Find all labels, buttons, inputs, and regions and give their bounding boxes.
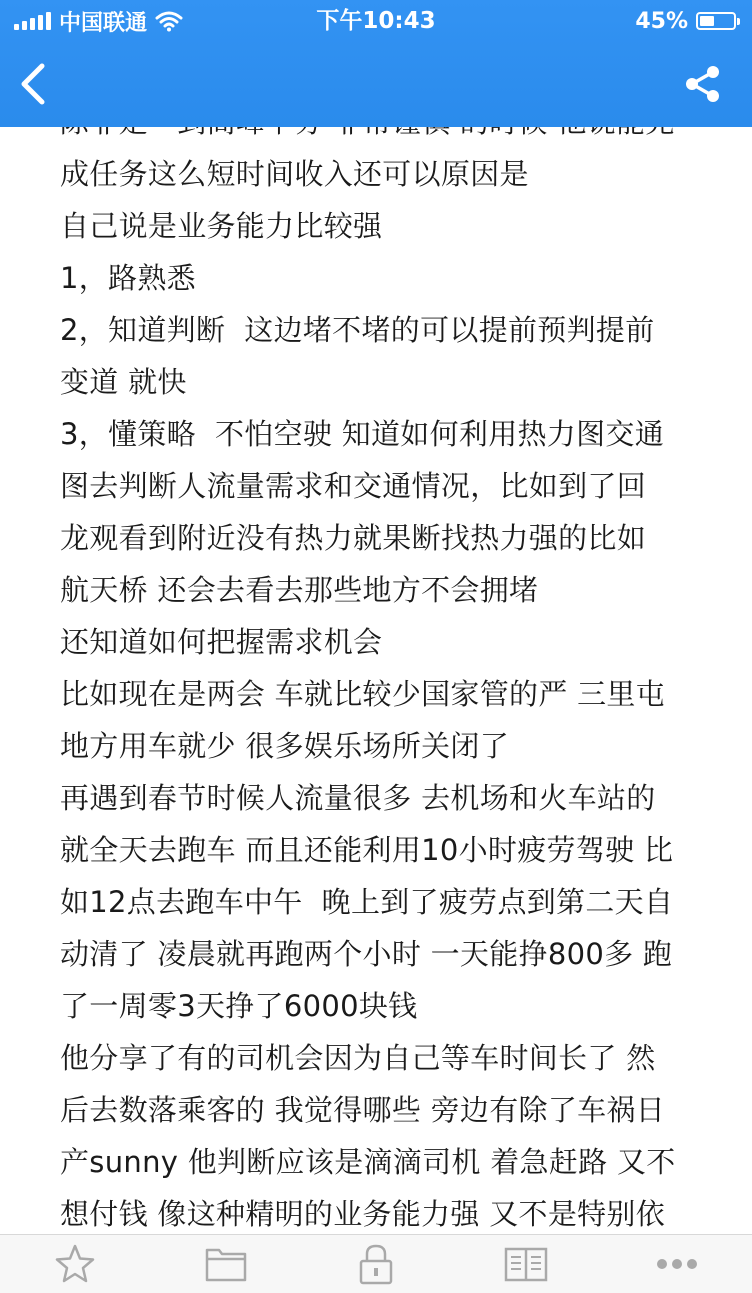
lock-icon bbox=[356, 1242, 396, 1286]
status-time: 下午10:43 bbox=[316, 8, 436, 34]
article-line: 航天桥 还会去看去那些地方不会拥堵 bbox=[60, 573, 539, 607]
battery-fill bbox=[700, 16, 714, 26]
article-line: 龙观看到附近没有热力就果断找热力强的比如 bbox=[60, 521, 647, 555]
status-right bbox=[635, 6, 736, 36]
lock-button[interactable] bbox=[346, 1239, 406, 1289]
favorite-button[interactable] bbox=[45, 1239, 105, 1289]
back-button[interactable] bbox=[10, 56, 56, 112]
carrier-label: 中国联通 bbox=[59, 10, 148, 36]
article-line: 动清了 凌晨就再跑两个小时 一天能挣800多 跑 bbox=[60, 937, 673, 971]
folder-button[interactable] bbox=[196, 1239, 256, 1289]
more-dots-icon bbox=[655, 1257, 699, 1271]
article-line: 产sunny 他判断应该是滴滴司机 着急赶路 又不 bbox=[60, 1145, 676, 1179]
bottom-toolbar bbox=[0, 1234, 752, 1293]
share-button[interactable] bbox=[678, 58, 728, 110]
article-line: 想付钱 像这种精明的业务能力强 又不是特别依 bbox=[60, 1197, 666, 1231]
article-content[interactable] bbox=[0, 127, 752, 1235]
article-line: 如12点去跑车中午 晚上到了疲劳点到第二天自 bbox=[60, 885, 674, 919]
article-lines bbox=[60, 96, 720, 1240]
share-icon bbox=[683, 64, 723, 104]
article-line: 图去判断人流量需求和交通情况，比如到了回 bbox=[60, 469, 647, 503]
article-line: 就全天去跑车 而且还能利用10小时疲劳驾驶 比 bbox=[60, 833, 674, 867]
battery-percent: 45% bbox=[635, 8, 688, 34]
article-line: 3，懂策略 不怕空驶 知道如何利用热力图交通 bbox=[60, 417, 665, 451]
article-line: 后去数落乘客的 我觉得哪些 旁边有除了车祸日 bbox=[60, 1093, 666, 1127]
article-line: 了一周零3天挣了6000块钱 bbox=[60, 989, 418, 1023]
more-button[interactable] bbox=[647, 1239, 707, 1289]
article-line: 变道 就快 bbox=[60, 365, 187, 399]
article-line: 他分享了有的司机会因为自己等车时间长了 然 bbox=[60, 1041, 656, 1075]
reader-button[interactable] bbox=[496, 1239, 556, 1289]
folder-icon bbox=[204, 1244, 248, 1284]
article-line: 1，路熟悉 bbox=[60, 261, 196, 295]
top-bar bbox=[0, 0, 752, 127]
article-line: 2，知道判断 这边堵不堵的可以提前预判提前 bbox=[60, 313, 655, 347]
article-line: 再遇到春节时候人流量很多 去机场和火车站的 bbox=[60, 781, 656, 815]
article-line: 成任务这么短时间收入还可以原因是 bbox=[60, 157, 529, 191]
book-icon bbox=[503, 1244, 549, 1284]
article-line: 地方用车就少 很多娱乐场所关闭了 bbox=[60, 729, 510, 763]
chevron-left-icon bbox=[18, 62, 48, 106]
star-icon bbox=[53, 1242, 97, 1286]
article-line: 比如现在是两会 车就比较少国家管的严 三里屯 bbox=[60, 677, 666, 711]
article-line: 还知道如何把握需求机会 bbox=[60, 625, 383, 659]
battery-icon bbox=[696, 12, 736, 30]
article-line: 自己说是业务能力比较强 bbox=[60, 209, 383, 243]
